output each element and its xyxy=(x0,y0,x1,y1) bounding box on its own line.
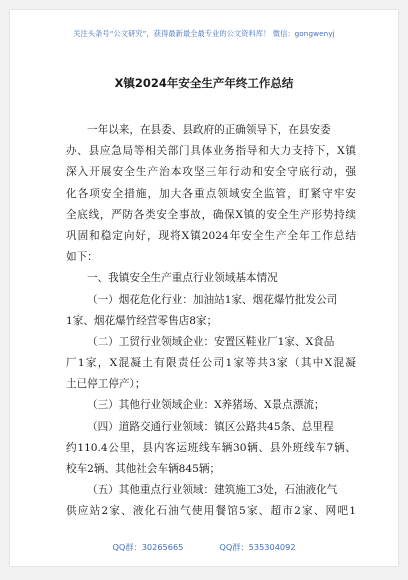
document-body xyxy=(66,120,356,523)
body-line: （四）道路交通行业领域：镇区公路共45条、总里程 xyxy=(87,420,334,433)
body-line: （五）其他重点行业领域：建筑施工3处，石油液化气 xyxy=(87,484,338,497)
footer-qq-group-1: QQ群：30265665 xyxy=(112,542,184,552)
document-page xyxy=(10,10,398,566)
body-line: 深入开展安全生产治本攻坚三年行动和安全守底行动，强 xyxy=(66,166,356,179)
body-line: （三）其他行业领域企业：X养猪场、X景点漂流； xyxy=(87,399,325,412)
footer-contacts xyxy=(10,542,398,553)
body-line: 土已停工停产）； xyxy=(66,378,146,391)
section-heading: 一、我镇安全生产重点行业领域基本情况 xyxy=(87,272,278,285)
body-line: 一年以来，在县委、县政府的正确领导下，在县安委 xyxy=(87,124,331,136)
body-line: 供应站2家、液化石油气使用餐馆5家、超市2家、网吧1 xyxy=(66,505,356,518)
body-line: （二）工贸行业领域企业：安置区鞋业厂1家、X食品 xyxy=(87,335,335,348)
footer-qq-group-2: QQ群：535304092 xyxy=(219,542,296,552)
body-line: 巩固和稳定向好，现将X镇2024年安全生产全年工作总结 xyxy=(66,229,356,242)
body-line: 约110.4公里，县内客运班线车辆30辆、县外班线车7辆、 xyxy=(66,441,356,454)
header-note: 关注头条号“公文研究”，获得最新最全最专业的公文资料库！ 微信：gongwenyj xyxy=(73,29,335,38)
body-line: 厂1家，X混凝土有限责任公司1家等共3家（其中X混凝 xyxy=(66,357,356,370)
body-line: 化各项安全措施，加大各重点领域安全监管，盯紧守牢安 xyxy=(66,187,356,200)
document-title: X镇2024年安全生产年终工作总结 xyxy=(114,76,294,90)
body-line: 校车2辆、其他社会车辆845辆； xyxy=(66,463,221,475)
body-line: （一）烟花危化行业：加油站1家、烟花爆竹批发公司 xyxy=(87,293,338,306)
body-line: 办、县应急局等相关部门具体业务指导和大力支持下，X镇 xyxy=(66,145,356,158)
body-line: 如下： xyxy=(66,251,98,264)
body-line: 1家、烟花爆竹经营零售店8家； xyxy=(66,314,218,327)
body-line: 全底线，严防各类安全事故，确保X镇的安全生产形势持续 xyxy=(66,208,356,221)
